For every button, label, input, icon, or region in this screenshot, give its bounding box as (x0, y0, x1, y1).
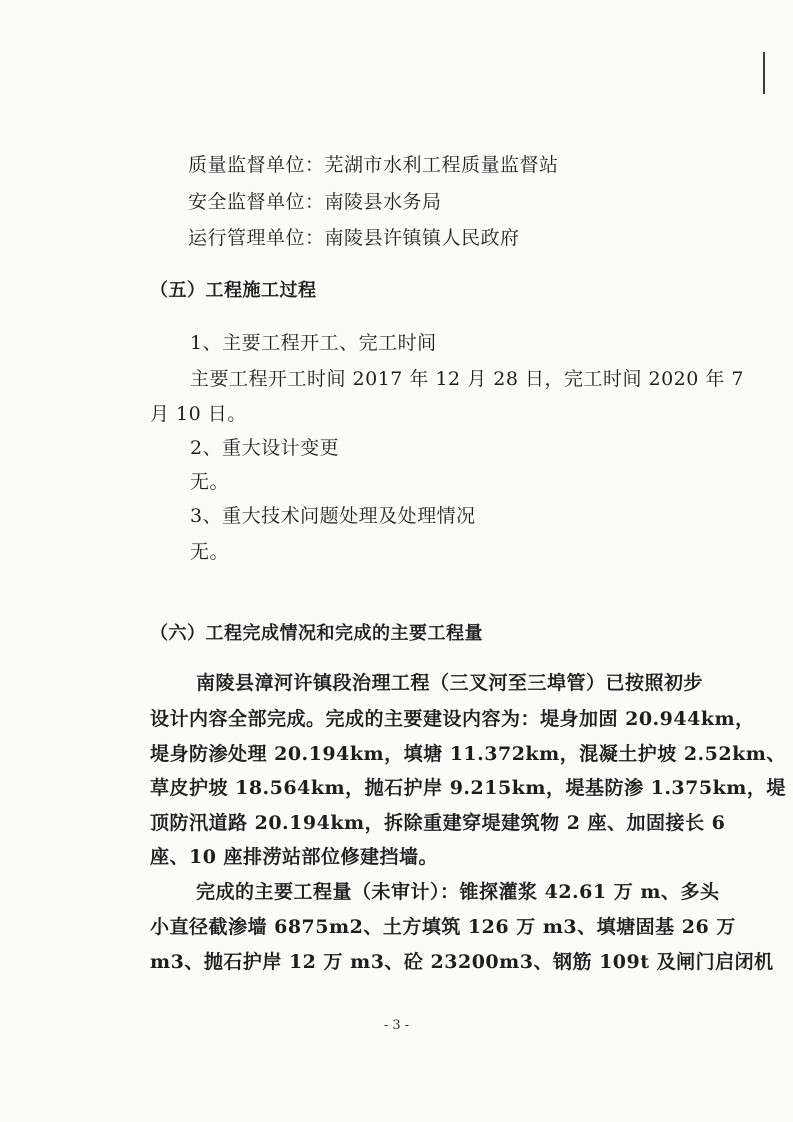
paragraph-2-line-3: m3、抛石护岸 12 万 m3、砼 23200m3、钢筋 109t 及闸门启闭机 (150, 951, 774, 973)
scan-edge-mark (763, 52, 765, 94)
item-3-title: 3、重大技术问题处理及处理情况 (190, 505, 476, 527)
paragraph-1-line-5: 顶防汛道路 20.194km，拆除重建穿堤建筑物 2 座、加固接长 6 (150, 812, 726, 834)
item-1-title: 1、主要工程开工、完工时间 (190, 332, 437, 354)
paragraph-2-line-2: 小直径截渗墙 6875m2、土方填筑 126 万 m3、填塘固基 26 万 (150, 916, 736, 938)
item-3-text: 无。 (190, 541, 230, 563)
paragraph-1-line-3: 堤身防渗处理 20.194km，填塘 11.372km，混凝土护坡 2.52km、 (150, 743, 786, 765)
paragraph-1-line-6: 座、10 座排涝站部位修建挡墙。 (150, 846, 439, 868)
quality-supervision-unit: 质量监督单位：芜湖市水利工程质量监督站 (188, 154, 559, 176)
paragraph-2-line-1: 完成的主要工程量（未审计）：锥探灌浆 42.61 万 m、多头 (196, 881, 720, 903)
item-1-text-line-2: 月 10 日。 (150, 403, 247, 425)
item-2-text: 无。 (190, 471, 230, 493)
page-number: - 3 - (383, 1018, 410, 1033)
section-5-title: （五）工程施工过程 (150, 280, 317, 301)
item-1-text-line-1: 主要工程开工时间 2017 年 12 月 28 日，完工时间 2020 年 7 (190, 368, 745, 390)
safety-supervision-unit: 安全监督单位：南陵县水务局 (188, 191, 442, 213)
section-6-title: （六）工程完成情况和完成的主要工程量 (150, 623, 483, 644)
item-2-title: 2、重大设计变更 (190, 437, 340, 459)
paragraph-1-line-1: 南陵县漳河许镇段治理工程（三叉河至三埠管）已按照初步 (196, 672, 704, 694)
operation-management-unit: 运行管理单位：南陵县许镇镇人民政府 (188, 227, 520, 249)
paragraph-1-line-4: 草皮护坡 18.564km，抛石护岸 9.215km，堤基防渗 1.375km，堤 (150, 777, 786, 799)
paragraph-1-line-2: 设计内容全部完成。完成的主要建设内容为：堤身加固 20.944km， (150, 708, 755, 730)
